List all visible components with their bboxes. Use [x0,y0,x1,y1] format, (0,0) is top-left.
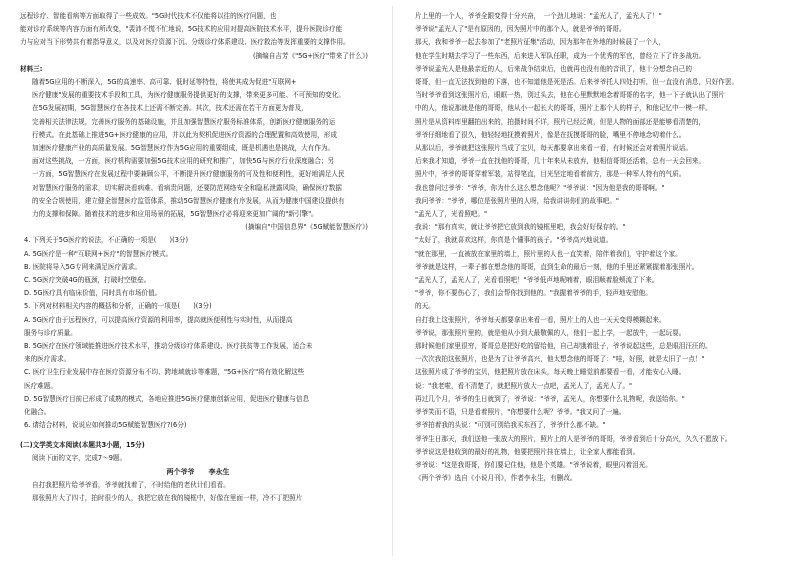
text-line: 力的支撑和保障。随着技术的进步和应用场景的拓展，5G智慧医疗必将迎来更加广阔的"新引擎"。 [32,210,318,219]
option-line: A. 5G医疗是一种"互联网+医疗"的智慧医疗模式。 [24,249,173,258]
text-line: "太好了，我就喜欢这样，你真是个懂事的孩子。"爷爷高兴地说道。 [415,236,613,245]
text-line: 爷爷仔细地看了很久，他轻轻地抚摸着照片，像是在抚摸哥哥的脸，嘴里不停地念叨着什么。 [415,130,686,139]
story-text [20,479,376,505]
material-3-text [20,76,376,221]
text-line: 我也曾问过爷爷："爷爷，你为什么这么想念他呢？"爷爷说："因为他是我的哥哥啊。" [415,183,665,192]
left-column [20,10,376,556]
text-line: 爷爷就是这样，一辈子都在想念他的哥哥，直到生命的最后一刻，他的手里还紧紧握着那张照片。 [415,262,699,271]
option-line: 服务与诊疗质量。 [24,328,77,337]
text-line: 的天。 [415,302,435,311]
text-line: 我问爷爷："爷爷，哪位是张照片里的人呀，给我讲讲你们的故事吧。" [415,196,619,205]
text-line: 爷爷拍着我的头说："可别可别给我买东西了，爷爷什么都不缺。" [415,421,606,430]
text-line: 那时候他们家里很穷，哥哥总是把好吃的留给他，自己却饿着肚子，爷爷说起这些，总是眼泪汪汪的。 [415,342,712,351]
section-heading: (二)文学类文本阅读(本题共3小题，15分) [20,440,145,449]
text-line: 爷爷笑而不语，只是看着照片，"你想要什么呢？爷爷。"我又问了一遍。 [415,408,626,417]
text-line: 的安全合规使用，建立健全智慧医疗监管体系，推动5G智慧医疗健康有序发展，从而为健康中国建设提供有 [32,196,345,205]
text-line: 中的人，他说那就是他的哥哥，他从小一起长大的哥哥，照片上那个人的样子，和他记忆中一模一样。 [415,104,712,113]
text-line: 远程诊疗、智能看病等方面取得了一些成效。"5G时代技术不仅能将以往的医疗问题，也 [20,12,277,20]
text-line: 那天，我和爷爷一起去参加了"老照片征集"活动，因为那年在外地的时候晨了一个人， [415,38,666,47]
text-line: 自打我上这张照片，爷爷每天都要拿出来看一看，照片上的人也一天天变得模糊起来。 [415,315,666,324]
text-line: "孟光人了，孟光人了，光看看照吧！"爷爷低声地呢喃着，眼泪顺着脸颊流了下来。 [415,276,659,285]
text-line: 这张照片成了爷爷的宝贝，他把照片放在床头，每天晚上睡觉前都要看一看，才能安心入睡。 [415,368,686,377]
text-line: 照片是从资料库里翻拍出来的，拍摄时间不详，照片已经泛黄，但是人物的面部还是能够看清楚的， [415,117,706,126]
question-5: 5. 下列对材料相关内容的概括和分析，正确的一项是( )(3分) [24,302,212,311]
section-instruction: 阅读下面的文字，完成7～9题。 [32,453,127,462]
text-line: 爷爷说，那张照片里的，就是他从小到大最敬佩的人，他们一起上学，一起放牛，一起玩耍。 [415,328,686,337]
text-line: 随着5G应用的不断深入，5G的高速率、高可靠、低时延等特性，将使其成为促进"互联网+ [32,78,297,87]
text-line: 我说："那有真实，就让爷爷把它放到我的镜框里吧，我会好好保存的。" [415,223,626,232]
text-line: "孟光人了，光看照吧。" [415,210,488,219]
text-line: 面对这些挑战，一方面，医疗机构需要加强5G技术应用的研究和推广，加快5G与医疗行业深度融合；另 [32,157,335,166]
text-line: 照片中，爷爷的哥哥穿着军装，站得笔直，目光坚定地看着前方，那是一种军人特有的气质。 [415,170,686,179]
option-line: 来的医疗需求。 [24,355,71,364]
text-line: 爷爷说孟光人是他最亲近的人，后来战争结束后，也就再也没有他的音讯了，他十分想念自己的 [415,64,692,73]
option-line: B. 5G医疗在医疗领域能推进医疗技术水平，推动分级诊疗体系建设、医疗扶贫等工作发展，适合未 [24,342,313,351]
text-line: 再过几个月，爷爷的生日就到了，爷爷说："爷爷，孟光人，你想要什么礼物呢，我送给你。" [415,394,685,403]
text-line: 那张照片大了四寸，拍时很少的人，我把它放在我的镜框中，好像在里面一样，冷不丁把照片 [32,494,303,503]
question-6: 6. 请结合材料，说说应如何推动5G赋能智慧医疗?(6分) [24,421,187,430]
text-line: 从那以后，爷爷就把这张照片当成了宝贝，每天都要拿出来看一看，有时候还会对着照片说话。 [415,144,692,153]
text-line: 片上里的一个人，爷爷全跟变得十分兴奋， 一个劲儿地说："孟光人了，孟光人了！" [415,12,662,20]
text-line: 完善相关法律法规，完善医疗服务的基础设施，并且加强智慧医疗服务标准体系，创新医疗健康服务的运 [32,117,336,126]
text-line: "爷爷，你不要伤心了，我们会帮你找到他的。"我握着爷爷的手，轻声地安慰他。 [415,289,652,298]
source-citation-1: (摘编自吉芳《"5G+医疗"带来了什么》) [252,51,368,60]
text-line: "就在那里，一直被放在家里的墙上，照片里的人也一直笑着，陪伴着我们，守护着这个家。 [415,249,682,258]
option-line: C. 5G医疗突破4G的瓶颈，打破时空壁垒。 [24,276,151,285]
text-line: 爷爷说："这是我哥哥，你们要记住他，他是个英雄。"爷爷说着，眼里闪着泪光。 [415,460,652,469]
text-line: 能对诊疗系统等内容方面有所改变，"裴沛不慌不忙地说，5G技术的应用对提高医院技术水平，提升医院诊疗能 [20,25,343,34]
right-column [403,10,775,556]
question-4-options [20,248,376,301]
text-line: 在5G发展初期，5G智慧医疗在各技术上还需不断完善。其次，技术还需在若干方面更为普及， [32,104,308,113]
source-citation-2: (摘编自"中国信息界"《5G赋能智慧医疗》) [245,223,368,232]
story-continuation [403,10,775,485]
text-line: 爷爷说"孟光人了"是有原因的，因为照片中的那个人，就是爷爷的哥哥。 [415,25,626,34]
material-intro [20,10,376,50]
option-line: D. 5G智慧医疗目前已形成了成熟的模式，各地应推进5G医疗健康创新应用，促进医疗健康与信息 [24,394,310,403]
text-line: 爷爷生日那天，我们送他一张放大的照片，照片上的人是爷爷的哥哥，爷爷看到后十分高兴，久久不愿放下。 [415,434,732,443]
question-5-options [20,314,376,420]
option-line: B. 医院将导入5G专网来满足医疗需求。 [24,262,141,271]
text-line: 一方面，5G智慧医疗在发展过程中要兼顾公平，不断提升医疗健康服务的可及性和便利性，更好地满足人民 [32,170,345,179]
material-3-heading: 材料三: [20,64,43,73]
option-line: C. 医疗卫生行业发展中存在医疗资源分布不均、跨地域就诊等难题，"5G+医疗"将有效化解这些 [24,368,305,377]
text-line: 力与应对当下形势共有着指导意义，以及对医疗资源下沉、分级诊疗体系建设、医疗救治等发挥重要的支撑作用。 [20,38,350,47]
option-line: 医疗难题。 [24,381,57,390]
text-line: 哥哥，但一直无法找到他的下落，也不知道他是死是活。后来爷爷托人四处打听，但一直没有消息，只好作罢。 [415,78,739,87]
text-line: 说："我老啦，看不清楚了，就把照片放大一点吧，孟光人了，孟光人了。" [415,381,633,390]
text-line: 医疗健康"发展的重要技术手段和工具，为医疗健康服务提供更好的支撑，带来更多可能、不可预知的变化。 [32,91,345,100]
column-divider [392,6,393,556]
text-line: 当时爷爷看到这张照片后，眼眶一热，别过头去，他在心里默默地念着哥哥的名字，他一下子就认出了照片 [415,91,725,100]
option-line: 化融合。 [24,408,51,417]
question-4: 4. 下列关于5G医疗的说法，不正确的一项是( )(3分) [24,236,189,245]
text-line: 爷爷说这是他收到的最好的礼物，他要把照片挂在墙上，让全家人都能看到。 [415,447,640,456]
text-line: 后来我才知道，爷爷一直在找他的哥哥，几十年来从未放弃，他相信哥哥还活着，总有一天会回来。 [415,157,706,166]
text-line: 对智慧医疗服务的需求，切实解决看病难、看病贵问题，还要防范网络安全和隐私泄露风险，确保医疗数据 [32,183,342,192]
option-line: A. 5G医疗由于远程医疗，可以提高医疗资源的利用率，提高就医便利性与实时性，从而提高 [24,315,293,324]
text-line: 《两个爷爷》选自《小说月刊》，作者李永生，有删改。 [415,474,577,483]
text-line: 一次次我拍这张照片，也是为了让爷爷高兴，他太想念他的哥哥了："哇，好照，就是太旧了一点！" [415,355,705,364]
text-line: 加速医疗健康产业的高质量发展。5G智慧医疗作为5G应用的重要组成，既是机遇也是挑战，大有作为。 [32,144,335,153]
text-line: 他在学生时期去学习了一些东西，后来进入军队任职，成为一个优秀的军官，曾经立下了许多战功。 [415,51,706,60]
text-line: 行模式。在此基础上推进5G+医疗健康的应用，并以此为契机促进医疗资源的合理配置和高效使用，形成 [32,130,337,139]
text-line: 自打我把照片给爷爷看，爷爷就找着了，不时给他的老伙计们看看。 [32,480,230,489]
option-line: D. 5G医疗具有临床价值，同时具有市场价值。 [24,289,162,298]
story-title: 两个爷爷 李永生 [166,467,230,476]
